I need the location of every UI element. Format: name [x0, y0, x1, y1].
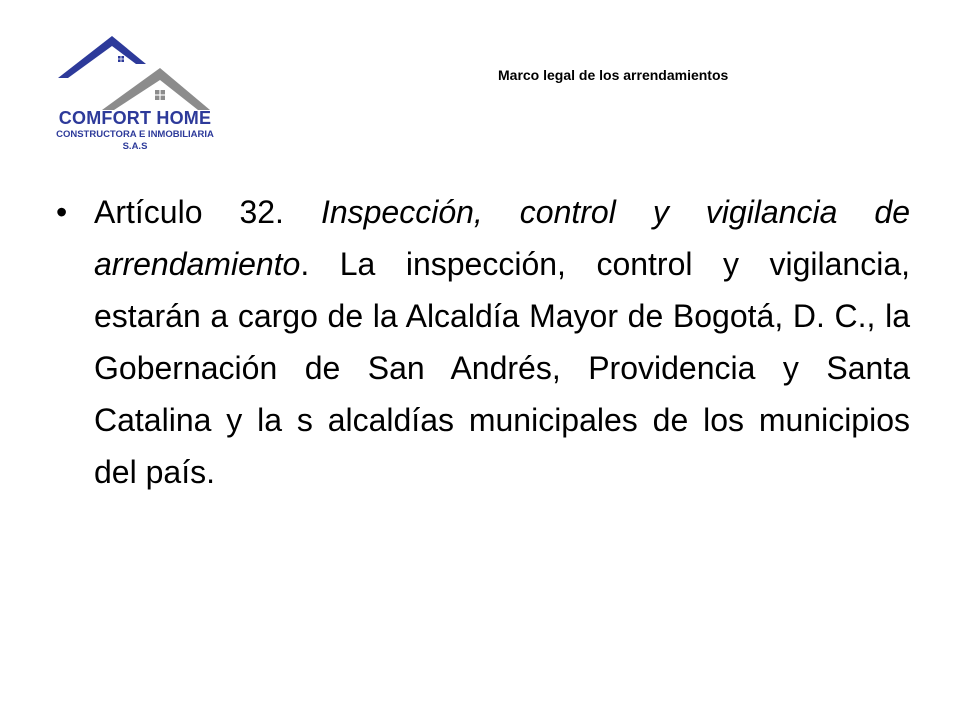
bullet-dot-icon: • — [56, 194, 68, 230]
article-italic-title: Inspección, control y vigilancia de arrendamiento — [94, 194, 911, 282]
article-paragraph — [94, 186, 910, 498]
logo-brand-suffix: S.A.S — [122, 141, 148, 152]
company-logo — [50, 30, 220, 155]
logo-brand-name: COMFORT HOME — [58, 108, 212, 128]
article-title-period: . — [300, 246, 310, 282]
house-logo-icon — [50, 30, 220, 110]
logo-brand-subtitle: CONSTRUCTORA E INMOBILIARIA — [56, 129, 214, 140]
bullet-item — [56, 186, 910, 498]
article-number: Artículo 32. — [94, 194, 284, 230]
article-body: La inspección, control y vigilancia, estarán a cargo de la Alcaldía Mayor de Bogotá, D. C., la Gobernación de San Andrés, Providencia y Santa Catalina y la s alcaldías municipales de los municipios del país. — [94, 246, 911, 490]
slide-header-title: Marco legal de los arrendamientos — [498, 67, 729, 83]
